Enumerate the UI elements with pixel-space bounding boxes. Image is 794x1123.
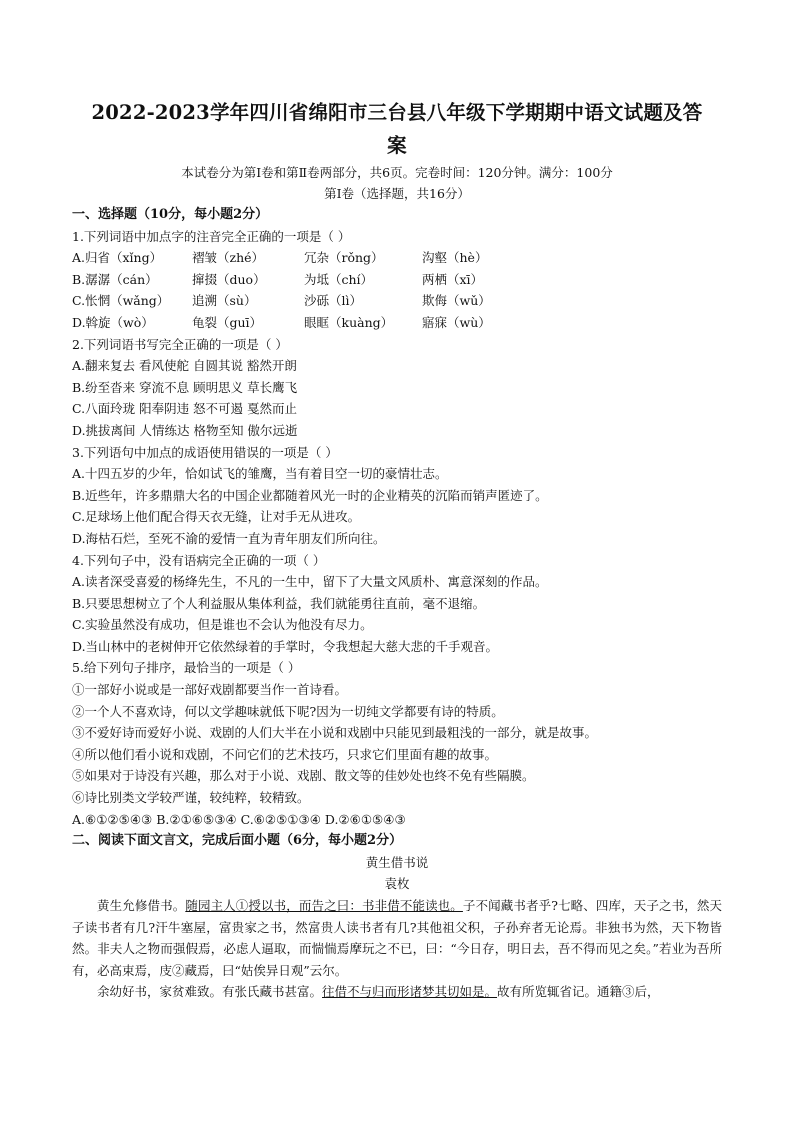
question-5-options: A.⑥①②⑤④③ B.②①⑥⑤③④ C.⑥②⑤①③④ D.②⑥①⑤④③ (72, 811, 406, 827)
question-4-option-c: C.实验虽然没有成功，但是谁也不会认为他没有尽力。 (72, 617, 373, 633)
question-4-option-a: A.读者深受喜爱的杨绛先生，不凡的一生中，留下了大量文风质朴、寓意深刻的作品。 (72, 574, 548, 590)
question-1-option-b: B.潺潺（cán） 撺掇（duo） 为坻（chí） 两栖（xī） (72, 271, 484, 287)
document-page (72, 96, 722, 1003)
question-3-option-c: C.足球场上他们配合得天衣无缝，让对手无从进攻。 (72, 509, 361, 525)
question-1-option-d: D.斡旋（wò） 龟裂（guī） 眼眶（kuàng） 寤寐（wù） (72, 314, 491, 330)
section-heading-reading: 二、阅读下面文言文，完成后面小题（6分，每小题2分） (72, 833, 403, 849)
essay-paragraph-2: 余幼好书，家贫难致。有张氏藏书甚富。往借不与归而形诸梦其切如是。故有所览辄省记。通籍③后， (97, 984, 660, 1000)
question-3-option-a: A.十四五岁的少年，恰如试飞的雏鹰，当有着目空一切的豪情壮志。 (72, 466, 448, 482)
question-5-sentence-6: ⑥诗比别类文学较严谨，较纯粹，较精致。 (72, 790, 310, 806)
essay-title: 黄生借书说 (365, 854, 429, 870)
question-5-sentence-3: ③不爱好诗而爱好小说、戏剧的人们大半在小说和戏剧中只能见到最粗浅的一部分，就是故事。 (72, 725, 598, 741)
question-2-option-d: D.挑拔离间 人情练达 格物至知 傲尔远逝 (72, 422, 298, 438)
question-5-sentence-4: ④所以他们看小说和戏剧，不问它们的艺术技巧，只求它们里面有趣的故事。 (72, 746, 498, 762)
question-2-option-b: B.纷至沓来 穿流不息 顾明思义 草长鹰飞 (72, 379, 298, 395)
title-line-2: 案 (387, 134, 407, 157)
question-2-stem: 2.下列词语书写完全正确的一项是（ ） (72, 336, 288, 352)
question-1-stem: 1.下列词语中加点字的注音完全正确的一项是（ ） (72, 228, 351, 244)
question-3-stem: 3.下列语句中加点的成语使用错误的一项是（ ） (72, 444, 338, 460)
question-5-sentence-2: ②一个人不喜欢诗，何以文学趣味就低下呢?因为一切纯文学都要有诗的特质。 (72, 703, 504, 719)
exam-intro: 本试卷分为第Ⅰ卷和第Ⅱ卷两部分，共6页。完卷时间：120分钟。满分：100分 (181, 165, 613, 180)
question-3-option-d: D.海枯石烂，至死不渝的爱情一直为青年朋友们所向往。 (72, 530, 386, 546)
title-line-1: 2022-2023学年四川省绵阳市三台县八年级下学期期中语文试题及答 (91, 101, 703, 124)
question-4-stem: 4.下列句子中，没有语病完全正确的一项（ ） (72, 552, 326, 568)
essay-author: 袁枚 (384, 876, 410, 892)
question-1-option-c: C.怅惘（wǎng） 追溯（sù） 沙砾（lì） 欺侮（wǔ） (72, 293, 491, 309)
question-4-option-b: B.只要思想树立了个人利益服从集体利益，我们就能勇往直前，毫不退缩。 (72, 595, 486, 611)
question-1-option-a: A.归省（xǐng） 褶皱（zhé） 冗杂（rǒng） 沟壑（hè） (72, 250, 488, 266)
section-heading-choice: 一、选择题（10分，每小题2分） (72, 207, 269, 222)
volume-heading: 第Ⅰ卷（选择题，共16分） (324, 186, 470, 201)
question-4-option-d: D.当山林中的老树伸开它依然绿着的手掌时，令我想起大慈大悲的千手观音。 (72, 638, 499, 654)
essay-paragraph-1: 黄生允修借书。随园主人①授以书，而告之曰：书非借不能读也。子不闻藏书者乎?七略、四库，天子之书，然天子读书者有几?汗牛塞屋，富贵家之书，然富贵人读书者有几?其他祖父积，子孙弃者无论焉。非独书为然，天下物皆然。非夫人之物而强假焉，必虑人逼取，而惴惴焉摩玩之不已，曰：“今日存，明日去，吾不得而见之矣。”若业为吾所有，必高束焉，庋②藏焉，曰“姑俟异日观”云尔。 (72, 898, 722, 978)
question-5-sentence-5: ⑤如果对于诗没有兴趣，那么对于小说、戏剧、散文等的佳妙处也终不免有些隔膜。 (72, 768, 535, 784)
question-2-option-c: C.八面玲珑 阳奉阴违 怒不可遏 戛然而止 (72, 401, 298, 417)
question-5-sentence-1: ①一部好小说或是一部好戏剧都要当作一首诗看。 (72, 682, 348, 698)
question-2-option-a: A.翻来复去 看风使舵 自圆其说 豁然开朗 (72, 358, 297, 374)
underlined-sentence-2: 往借不与归而形诸梦其切如是。 (322, 984, 498, 1000)
underlined-sentence-1: 随园主人①授以书，而告之曰：书非借不能读也。 (185, 898, 463, 913)
question-3-option-b: B.近些年，许多鼎鼎大名的中国企业都随着风光一时的企业精英的沉陷而销声匿迹了。 (72, 487, 548, 503)
question-5-stem: 5.给下列句子排序，最恰当的一项是（ ） (72, 660, 301, 676)
page-title (72, 96, 722, 162)
